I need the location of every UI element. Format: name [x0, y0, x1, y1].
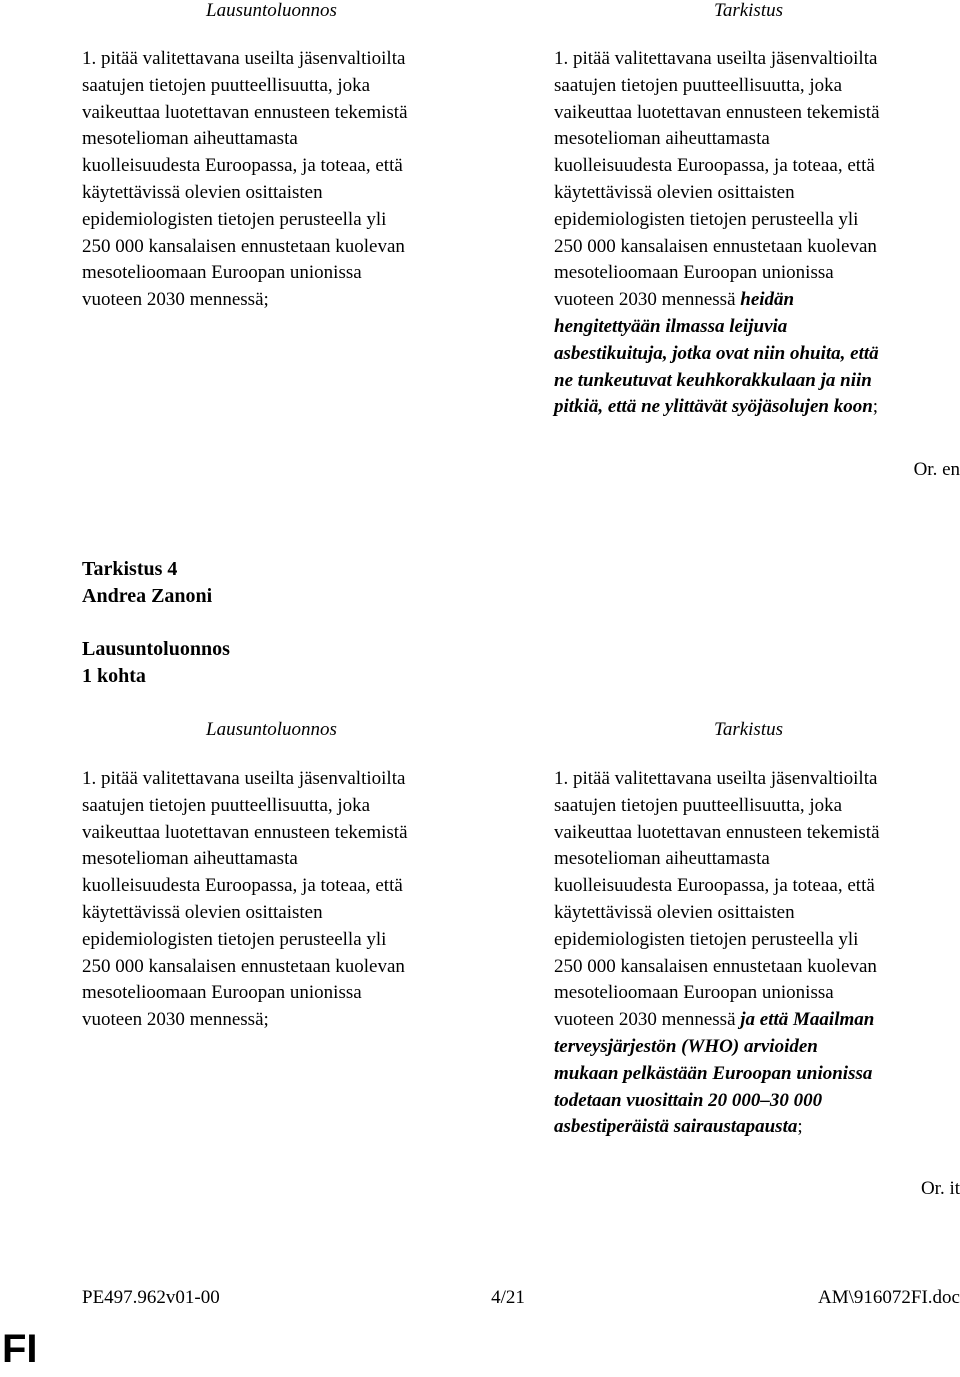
- amendment-text-end: ;: [797, 1116, 803, 1138]
- column-heading-draft-opinion: Lausuntoluonnos: [206, 0, 337, 21]
- amendment-text-original: 1. pitää valitettavana useilta jäsenvaltioilta saatujen tietojen puutteellisuutta, joka vaikeuttaa luotettavan ennusteen tekemistä mesotelioman aiheuttamasta kuolleisuudesta Euroopassa, ja toteaa, että käytettävissä olevien osittaisten epidemiologisten tietojen perusteella yli 250 000 kansalaisen ennustetaan kuolevan mesotelioomaan Euroopan unionissa vuoteen 2030 mennessä: [554, 768, 880, 1031]
- language-code: FI: [2, 1327, 38, 1371]
- amended-point: 1 kohta: [82, 665, 146, 687]
- footer-file-ref: AM\916072FI.doc: [818, 1287, 960, 1308]
- amendment-text: [554, 766, 960, 1141]
- amendment-number: Tarkistus 4: [82, 558, 178, 580]
- original-language: Or. it: [920, 1178, 960, 1199]
- amendment-text: [554, 46, 960, 421]
- amendment-text-end: ;: [872, 396, 879, 418]
- footer-doc-ref: PE497.962v01-00: [82, 1287, 220, 1308]
- draft-opinion-text: 1. pitää valitettavana useilta jäsenvaltioilta saatujen tietojen puutteellisuutta, joka vaikeuttaa luotettavan ennusteen tekemistä mesotelioman aiheuttamasta kuolleisuudesta Euroopassa, ja toteaa, että käytettävissä olevien osittaisten epidemiologisten tietojen perusteella yli 250 000 kansalaisen ennustetaan kuolevan mesotelioomaan Euroopan unionissa vuoteen 2030 mennessä;: [82, 768, 408, 1031]
- amendment-text-added: heidän hengitettyään ilmassa leijuvia asbestikuituja, jotka ovat niin ohuita, että ne tunkeutuvat keuhkorakkulaan ja niin pitkiä, että ne ylittävät syöjäsolujen koon: [554, 289, 879, 418]
- column-heading-amendment: Tarkistus: [714, 719, 783, 740]
- amendment-text-original: 1. pitää valitettavana useilta jäsenvaltioilta saatujen tietojen puutteellisuutta, joka vaikeuttaa luotettavan ennusteen tekemistä mesotelioman aiheuttamasta kuolleisuudesta Euroopassa, ja toteaa, että käytettävissä olevien osittaisten epidemiologisten tietojen perusteella yli 250 000 kansalaisen ennustetaan kuolevan mesotelioomaan Euroopan unionissa vuoteen 2030 mennessä: [554, 48, 880, 311]
- column-heading-draft-opinion: Lausuntoluonnos: [206, 719, 337, 740]
- footer-page-number: 4/21: [491, 1287, 525, 1308]
- amendment-text-added: ja että Maailman terveysjärjestön (WHO) arvioiden mukaan pelkästään Euroopan unionissa todetaan vuosittain 20 000–30 000 asbestiperäistä sairaustapausta: [554, 1009, 875, 1138]
- column-heading-amendment: Tarkistus: [714, 0, 783, 21]
- amended-document: Lausuntoluonnos: [82, 638, 230, 660]
- original-language: Or. en: [913, 459, 960, 480]
- amendment-author: Andrea Zanoni: [82, 585, 213, 607]
- draft-opinion-text: 1. pitää valitettavana useilta jäsenvaltioilta saatujen tietojen puutteellisuutta, joka vaikeuttaa luotettavan ennusteen tekemistä mesotelioman aiheuttamasta kuolleisuudesta Euroopassa, ja toteaa, että käytettävissä olevien osittaisten epidemiologisten tietojen perusteella yli 250 000 kansalaisen ennustetaan kuolevan mesotelioomaan Euroopan unionissa vuoteen 2030 mennessä;: [82, 48, 408, 311]
